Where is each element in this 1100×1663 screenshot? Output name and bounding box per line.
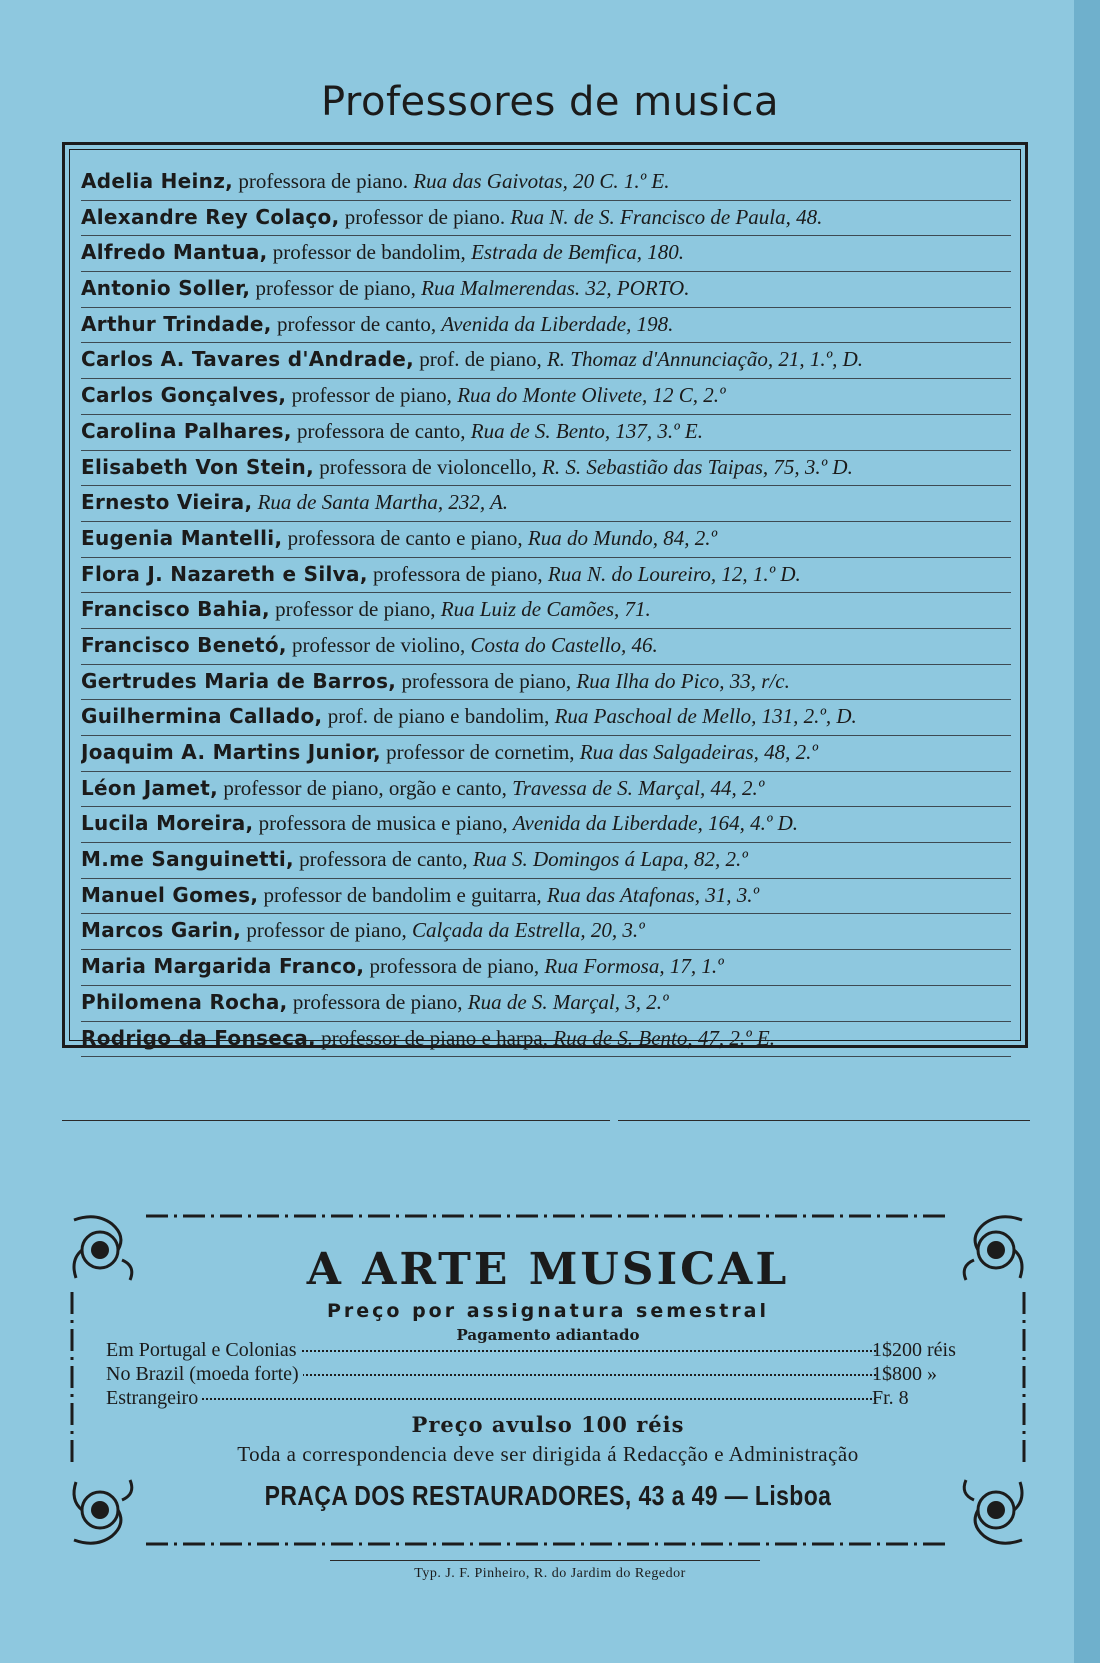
price-line-portugal bbox=[106, 1338, 986, 1362]
teacher-role: professora de piano, bbox=[396, 668, 577, 693]
divider-rule-left bbox=[62, 1120, 610, 1121]
teacher-name: Alfredo Mantua, bbox=[81, 240, 268, 265]
directory-entry bbox=[81, 772, 1011, 808]
price-value: Fr. 8 bbox=[872, 1387, 909, 1409]
teacher-address: Calçada da Estrella, 20, 3.º bbox=[411, 918, 645, 943]
teacher-role: professor de violino, bbox=[286, 632, 471, 657]
teacher-name: Philomena Rocha, bbox=[81, 989, 288, 1014]
price-label: No Brazil (moeda forte) bbox=[106, 1362, 303, 1386]
directory-entry bbox=[81, 879, 1011, 915]
teacher-address: Rua Ilha do Pico, 33, r/c. bbox=[576, 668, 790, 693]
price-value: 1$200 réis bbox=[872, 1339, 956, 1361]
ornament-bottom-right-icon bbox=[954, 1474, 1030, 1550]
teacher-directory bbox=[62, 142, 1028, 1048]
teacher-name: Rodrigo da Fonseca, bbox=[81, 1025, 316, 1050]
teacher-role: professor de piano, orgão e canto, bbox=[218, 775, 513, 800]
teacher-name: Joaquim A. Martins Junior, bbox=[81, 740, 381, 764]
single-issue-price: Preço avulso 100 réis bbox=[411, 1412, 685, 1437]
teacher-address: Rua N. de S. Francisco de Paula, 48. bbox=[510, 204, 823, 229]
teacher-role: professora de piano, bbox=[367, 561, 548, 586]
directory-entry bbox=[81, 308, 1011, 344]
teacher-name: Carlos A. Tavares d'Andrade, bbox=[81, 347, 415, 372]
printer-credit: Typ. J. F. Pinheiro, R. do Jardim do Regedor bbox=[414, 1566, 686, 1581]
advert-title: A ARTE MUSICAL bbox=[306, 1244, 790, 1295]
teacher-role: professor de cornetim, bbox=[380, 740, 580, 764]
teacher-role: professora de canto e piano, bbox=[282, 525, 528, 550]
teacher-role bbox=[252, 490, 257, 514]
teacher-address: Rua Formosa, 17, 1.º bbox=[544, 954, 724, 979]
teacher-address: R. Thomaz d'Annunciação, 21, 1.º, D. bbox=[546, 347, 864, 372]
teacher-role: professora de piano. bbox=[233, 169, 414, 193]
directory-entry bbox=[81, 236, 1011, 272]
directory-entry bbox=[81, 451, 1011, 487]
teacher-address: Travessa de S. Marçal, 44, 2.º bbox=[512, 775, 765, 800]
teacher-role: professora de piano, bbox=[364, 954, 545, 979]
teacher-role: professor de bandolim, bbox=[267, 240, 472, 265]
teacher-name: Alexandre Rey Colaço, bbox=[81, 204, 340, 229]
teacher-role: professora de violoncello, bbox=[313, 454, 542, 479]
teacher-address: Rua Malmerendas. 32, PORTO. bbox=[421, 276, 690, 301]
teacher-role: professora de musica e piano, bbox=[253, 811, 513, 836]
directory-entry bbox=[81, 343, 1011, 379]
teacher-role: professor de piano, bbox=[250, 276, 422, 301]
teacher-address: Rua Paschoal de Mello, 131, 2.º, D. bbox=[554, 704, 857, 729]
teacher-role: professor de piano e harpa, bbox=[315, 1025, 554, 1050]
directory-entry bbox=[81, 1022, 1011, 1058]
teacher-name: Guilhermina Callado, bbox=[81, 704, 323, 729]
teacher-name: Flora J. Nazareth e Silva, bbox=[81, 561, 368, 586]
teacher-role: prof. de piano, bbox=[414, 347, 547, 372]
teacher-address: Avenida da Liberdade, 198. bbox=[441, 311, 674, 336]
teacher-name: Carolina Palhares, bbox=[81, 418, 292, 443]
teacher-address: Rua de Santa Martha, 232, A. bbox=[257, 490, 509, 515]
directory-entry bbox=[81, 843, 1011, 879]
teacher-address: R. S. Sebastião das Taipas, 75, 3.º D. bbox=[542, 454, 853, 479]
teacher-name: Arthur Trindade, bbox=[81, 311, 272, 336]
advert-subtitle: Preço por assignatura semestral bbox=[326, 1300, 770, 1322]
directory-entry bbox=[81, 593, 1011, 629]
teacher-address: Costa do Castello, 46. bbox=[470, 632, 658, 657]
footer-rule bbox=[330, 1560, 760, 1561]
price-line-brazil bbox=[106, 1362, 986, 1386]
teacher-name: Manuel Gomes, bbox=[81, 882, 259, 907]
teacher-address: Rua do Mundo, 84, 2.º bbox=[527, 525, 717, 550]
teacher-address: Rua do Monte Olivete, 12 C, 2.º bbox=[457, 383, 726, 408]
subscription-advert bbox=[66, 1210, 1030, 1550]
directory-entry bbox=[81, 807, 1011, 843]
teacher-role: professora de canto, bbox=[291, 418, 471, 443]
page-title: Professores de musica bbox=[320, 78, 780, 125]
teacher-name: M.me Sanguinetti, bbox=[81, 847, 294, 872]
teacher-role: professor de bandolim e guitarra, bbox=[258, 882, 547, 907]
teacher-role: professor de piano, bbox=[286, 383, 458, 408]
teacher-role: professora de piano, bbox=[287, 989, 468, 1014]
directory-entry bbox=[81, 165, 1011, 201]
teacher-address: Rua das Atafonas, 31, 3.º bbox=[546, 882, 759, 907]
teacher-address: Rua S. Domingos á Lapa, 82, 2.º bbox=[472, 847, 748, 872]
teacher-address: Rua de S. Marçal, 3, 2.º bbox=[467, 989, 669, 1014]
teacher-name: Eugenia Mantelli, bbox=[81, 525, 283, 550]
directory-entry bbox=[81, 558, 1011, 594]
teacher-name: Antonio Soller, bbox=[81, 276, 251, 301]
teacher-address: Estrada de Bemfica, 180. bbox=[471, 240, 684, 265]
divider-rule-right bbox=[618, 1120, 1030, 1121]
teacher-role: professora de canto, bbox=[293, 847, 473, 872]
directory-entry bbox=[81, 914, 1011, 950]
directory-entry bbox=[81, 379, 1011, 415]
teacher-name: Elisabeth Von Stein, bbox=[81, 454, 314, 479]
directory-entry bbox=[81, 700, 1011, 736]
page-edge-shadow bbox=[1074, 0, 1100, 1663]
directory-entry bbox=[81, 201, 1011, 237]
directory-entry bbox=[81, 665, 1011, 701]
advert-payment-note: Pagamento adiantado bbox=[456, 1326, 640, 1344]
teacher-role: professor de piano, bbox=[241, 918, 412, 943]
teacher-address: Rua de S. Bento, 137, 3.º E. bbox=[470, 418, 703, 443]
teacher-address: Rua de S. Bento, 47, 2.º E. bbox=[553, 1025, 775, 1050]
teacher-name: Lucila Moreira, bbox=[81, 811, 254, 836]
price-label: Em Portugal e Colonias bbox=[106, 1338, 301, 1362]
teacher-address: Avenida da Liberdade, 164, 4.º D. bbox=[512, 811, 799, 836]
teacher-name: Gertrudes Maria de Barros, bbox=[81, 668, 397, 693]
directory-entry bbox=[81, 986, 1011, 1022]
teacher-role: professor de piano. bbox=[339, 204, 511, 229]
directory-entry bbox=[81, 629, 1011, 665]
teacher-name: Marcos Garin, bbox=[81, 918, 242, 943]
price-line-foreign bbox=[106, 1386, 986, 1410]
teacher-address: Rua Luiz de Camões, 71. bbox=[440, 597, 651, 622]
teacher-name: Léon Jamet, bbox=[81, 775, 219, 800]
teacher-name: Ernesto Vieira, bbox=[81, 490, 253, 515]
price-value: 1$800 » bbox=[872, 1363, 937, 1385]
teacher-name: Maria Margarida Franco, bbox=[81, 954, 365, 979]
teacher-name: Adelia Heinz, bbox=[81, 169, 234, 193]
directory-list bbox=[81, 165, 1011, 1057]
directory-entry bbox=[81, 415, 1011, 451]
teacher-name: Francisco Bahia, bbox=[81, 597, 270, 622]
teacher-name: Francisco Benetó, bbox=[81, 632, 287, 657]
teacher-role: prof. de piano e bandolim, bbox=[322, 704, 555, 729]
directory-entry bbox=[81, 950, 1011, 986]
teacher-address: Rua das Gaivotas, 20 C. 1.º E. bbox=[413, 169, 670, 193]
teacher-address: Rua N. do Loureiro, 12, 1.º D. bbox=[547, 561, 801, 586]
directory-entry bbox=[81, 522, 1011, 558]
correspondence-note: Toda a correspondencia deve ser dirigida á Redacção e Administração bbox=[237, 1442, 859, 1466]
directory-entry bbox=[81, 486, 1011, 522]
publisher-address: PRAÇA DOS RESTAURADORES, 43 a 49 — Lisboa bbox=[264, 1480, 832, 1511]
teacher-role: professor de piano, bbox=[269, 597, 441, 622]
price-label: Estrangeiro bbox=[106, 1386, 202, 1410]
directory-entry bbox=[81, 272, 1011, 308]
teacher-address: Rua das Salgadeiras, 48, 2.º bbox=[579, 740, 818, 764]
ornament-bottom-left-icon bbox=[66, 1474, 142, 1550]
teacher-role: professor de canto, bbox=[271, 311, 442, 336]
directory-entry bbox=[81, 736, 1011, 772]
teacher-name: Carlos Gonçalves, bbox=[81, 383, 287, 408]
